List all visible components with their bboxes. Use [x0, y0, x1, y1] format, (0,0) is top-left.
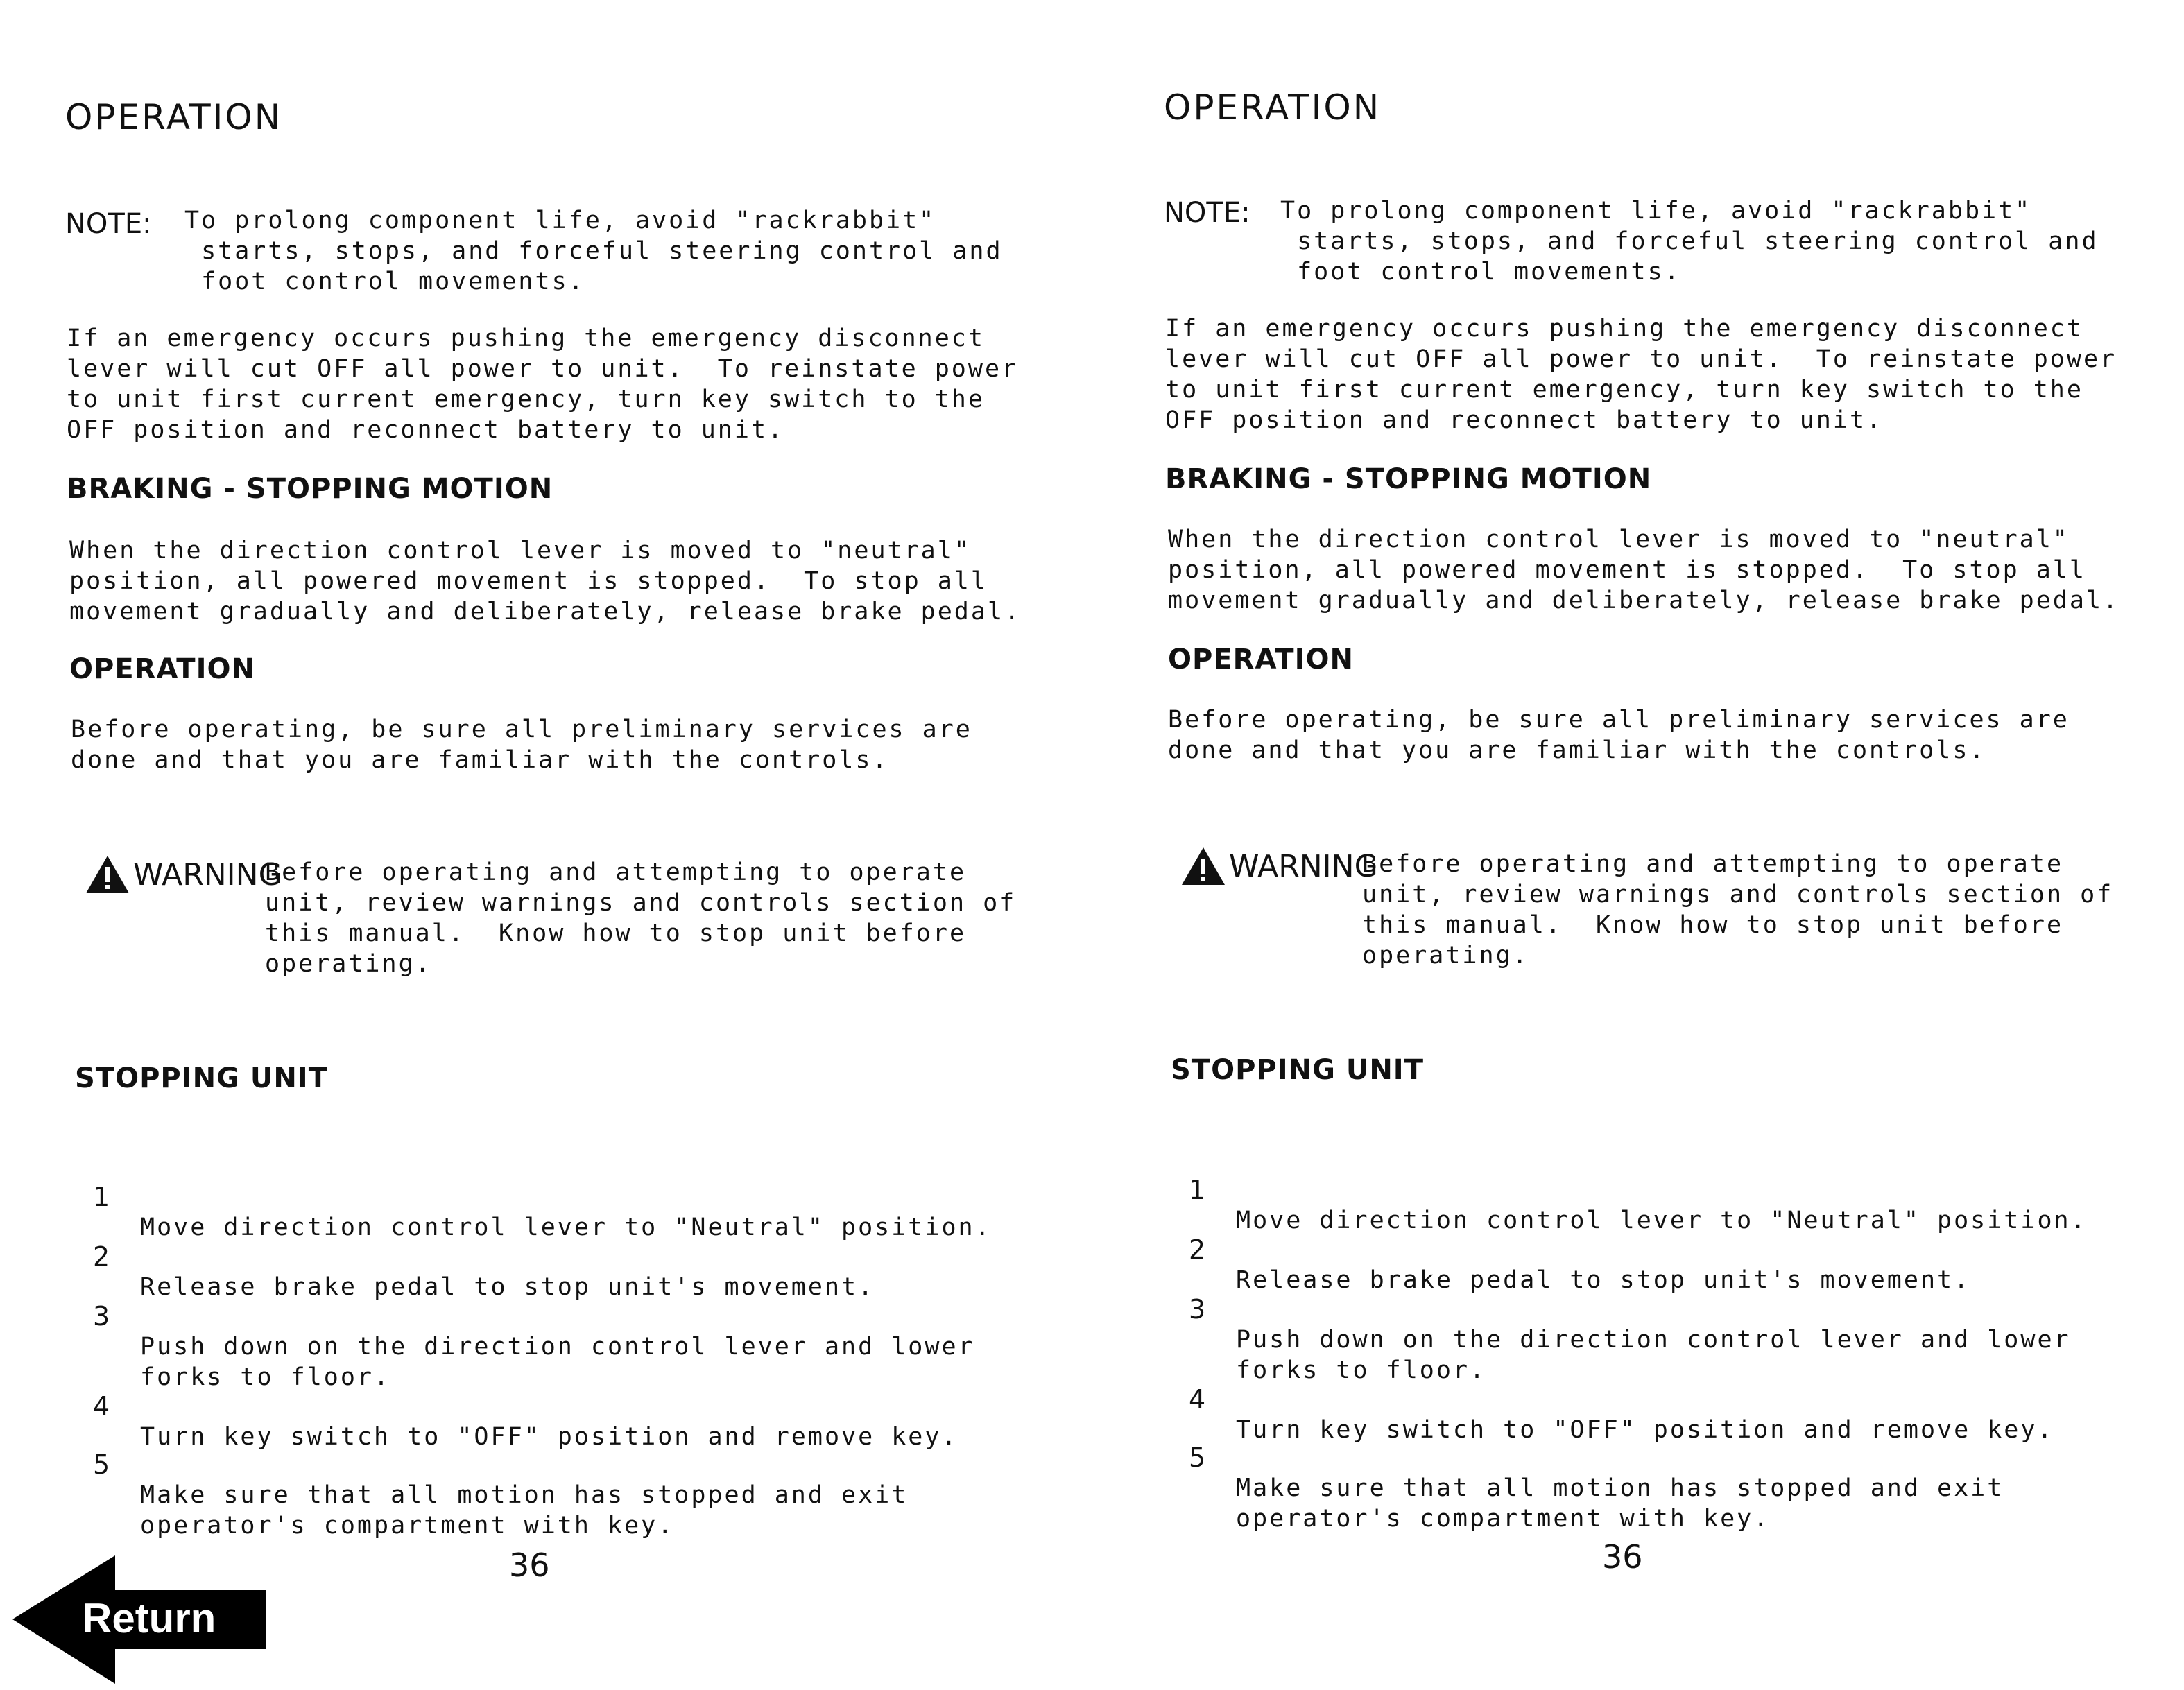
step-number: 5: [93, 1449, 112, 1480]
step-text: Push down on the direction control lever and lower forks to floor.: [140, 1333, 975, 1391]
note-text: To prolong component life, avoid "rackrabbit" starts, stops, and forceful steering control and foot control movements.: [1280, 197, 2099, 286]
warning-label: [1180, 846, 1378, 886]
warning-triangle-icon: [85, 854, 130, 895]
warning-label-text: WARNING: [133, 856, 282, 893]
note-label: NOTE:: [1164, 197, 1250, 229]
step-number: 3: [1189, 1294, 1208, 1325]
braking-paragraph: When the direction control lever is moved to "neutral" position, all powered movement is stopped. To stop all movement gradually and deliberately, release brake pedal.: [1168, 526, 2120, 614]
page-title: OPERATION: [65, 97, 283, 137]
operation-heading: OPERATION: [1168, 644, 1354, 675]
note-label: NOTE:: [65, 208, 152, 240]
step-number: 2: [93, 1241, 112, 1272]
warning-label: [85, 854, 282, 895]
right-page: [1092, 0, 2183, 1690]
step-number: 5: [1189, 1442, 1208, 1473]
operation-paragraph: Before operating, be sure all preliminary services are done and that you are familiar with the controls.: [71, 716, 972, 774]
return-button[interactable]: [12, 1555, 266, 1684]
warning-text: Before operating and attempting to operate unit, review warnings and controls section of this manual. Know how to stop unit before operating.: [265, 859, 1017, 978]
emergency-paragraph: If an emergency occurs pushing the emergency disconnect lever will cut OFF all power to unit. To reinstate power to unit first current emergency, turn key switch to the OFF position and reconnect battery to unit.: [1165, 315, 2117, 434]
warning-label-text: WARNING: [1229, 848, 1378, 884]
step-text: Push down on the direction control lever and lower forks to floor.: [1236, 1326, 2071, 1384]
step-number: 1: [1189, 1175, 1208, 1205]
warning-text: Before operating and attempting to operate unit, review warnings and controls section of this manual. Know how to stop unit before operating.: [1362, 850, 2114, 969]
step-text: Make sure that all motion has stopped and exit operator's compartment with key.: [140, 1481, 909, 1540]
braking-heading: BRAKING - STOPPING MOTION: [1165, 463, 1652, 495]
warning-triangle-icon: [1180, 846, 1226, 886]
step-text: Move direction control lever to "Neutral" position.: [140, 1214, 992, 1241]
operation-heading: OPERATION: [69, 653, 255, 685]
step-text: Release brake pedal to stop unit's movement.: [140, 1273, 875, 1301]
stopping-heading: STOPPING UNIT: [1171, 1054, 1424, 1086]
step-text: Move direction control lever to "Neutral" position.: [1236, 1207, 2088, 1234]
operation-paragraph: Before operating, be sure all preliminary services are done and that you are familiar with the controls.: [1168, 706, 2070, 764]
step-number: 4: [93, 1391, 112, 1422]
braking-paragraph: When the direction control lever is moved to "neutral" position, all powered movement is stopped. To stop all movement gradually and deliberately, release brake pedal.: [69, 537, 1022, 626]
step-number: 4: [1189, 1384, 1208, 1415]
return-label: Return: [82, 1595, 216, 1641]
note-text: To prolong component life, avoid "rackrabbit" starts, stops, and forceful steering control and foot control movements.: [184, 207, 1003, 295]
emergency-paragraph: If an emergency occurs pushing the emergency disconnect lever will cut OFF all power to unit. To reinstate power to unit first current emergency, turn key switch to the OFF position and reconnect battery to unit.: [67, 325, 1019, 444]
step-text: Release brake pedal to stop unit's movement.: [1236, 1266, 1971, 1294]
braking-heading: BRAKING - STOPPING MOTION: [67, 473, 553, 505]
stopping-heading: STOPPING UNIT: [75, 1062, 328, 1094]
page-number: 36: [1602, 1538, 1643, 1576]
page-number: 36: [509, 1546, 550, 1584]
step-number: 3: [93, 1301, 112, 1331]
step-text: Turn key switch to "OFF" position and remove key.: [140, 1423, 958, 1451]
step-number: 1: [93, 1182, 112, 1212]
step-text: Turn key switch to "OFF" position and remove key.: [1236, 1416, 2054, 1444]
step-text: Make sure that all motion has stopped and exit operator's compartment with key.: [1236, 1474, 2004, 1533]
step-number: 2: [1189, 1234, 1208, 1265]
page-title: OPERATION: [1164, 87, 1382, 128]
